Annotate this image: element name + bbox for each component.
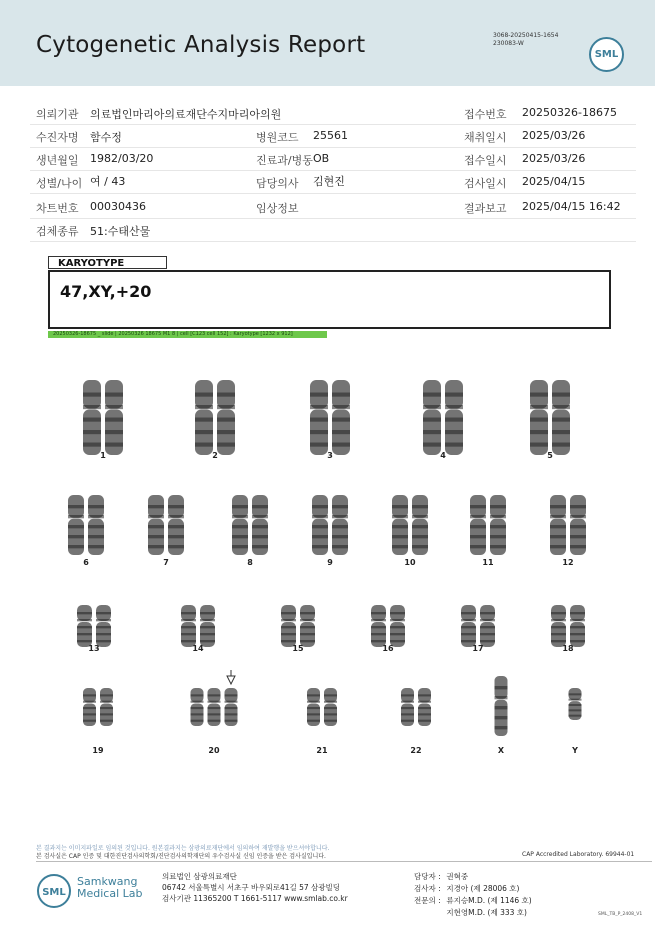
chromosome-1-copy <box>83 380 101 455</box>
document-id-line-1: 3068-20250415-1654 <box>493 32 559 39</box>
chromosome-2-copy <box>217 380 235 455</box>
receipt-date-label: 접수일시 <box>464 154 507 167</box>
chromosome-5-copy <box>530 380 548 455</box>
chromosome-9-copy <box>332 495 348 555</box>
staff-3: 류지승M.D. (제 1146 호) <box>446 896 532 905</box>
chromosome-18-copy <box>570 605 585 647</box>
chromosome-10-copy <box>392 495 408 555</box>
address-line-1: 의료법인 삼광의료재단 <box>162 872 237 881</box>
info-row-chart <box>30 195 636 219</box>
address-line-2: 06742 서울특별시 서초구 바우뫼로41길 57 삼광빌딩 <box>162 883 341 892</box>
chromosome-y <box>569 688 582 720</box>
karyogram-svg <box>48 340 611 770</box>
chromosome-17-copy <box>480 605 495 647</box>
lab-name <box>77 876 143 900</box>
chromosome-label: 7 <box>163 558 169 567</box>
chromosome-label: 3 <box>327 451 333 460</box>
chromosome-label: 1 <box>100 451 106 460</box>
chromosome-17-copy <box>461 605 476 647</box>
chromosome-label: 16 <box>382 644 394 653</box>
lab-name-line-1: Samkwang <box>77 875 138 888</box>
chromosome-5-copy <box>552 380 570 455</box>
chromosome-10-copy <box>412 495 428 555</box>
chromosome-20-copy <box>191 688 204 726</box>
birthdate-label: 생년월일 <box>36 154 79 167</box>
cap-accreditation: CAP Accredited Laboratory. 69944-01 <box>522 851 635 858</box>
clinical-info-label: 임상정보 <box>256 202 299 215</box>
document-id-line-2: 230083-W <box>493 40 524 47</box>
chromosome-label: 19 <box>92 746 104 755</box>
staff-list <box>414 871 532 919</box>
chromosome-11-copy <box>490 495 506 555</box>
chromosome-19-copy <box>100 688 113 726</box>
disclaimer-text-2: 본 검사실은 CAP 인증 및 대한진단검사의학회/진단검사의학재단의 우수검사실 신임 인증을 받은 검사실입니다. <box>36 853 326 860</box>
chromosome-label: 8 <box>247 558 253 567</box>
chromosome-label: 12 <box>562 558 574 567</box>
karyogram-caption-bar: 20250326-18675 _ slide | 20250326 18675 M1 8 | cell [C123 cell 152] : Karyotype [1232 x 912] <box>48 331 327 338</box>
chromosome-15-copy <box>300 605 315 647</box>
karyotype-result: 47,XY,+20 <box>60 282 152 301</box>
chromosome-13-copy <box>96 605 111 647</box>
collection-date-label: 채취일시 <box>464 131 507 144</box>
chromosome-9-copy <box>312 495 328 555</box>
sex-age-label: 성별/나이 <box>36 177 83 190</box>
info-row-specimen <box>30 218 636 242</box>
chromosome-12-copy <box>550 495 566 555</box>
chromosome-20-copy <box>225 688 238 726</box>
chromosome-3-copy <box>310 380 328 455</box>
chromosome-8-copy <box>232 495 248 555</box>
address-line-3: 검사기관 11365200 T 1661-5117 www.smlab.co.kr <box>162 894 348 903</box>
chromosome-4-copy <box>445 380 463 455</box>
chromosome-label: 11 <box>482 558 494 567</box>
chromosome-label: 4 <box>440 451 446 460</box>
karyotype-tab-label: KARYOTYPE <box>48 256 167 269</box>
footer-sml-logo: SML <box>37 874 71 908</box>
collection-date-value: 2025/03/26 <box>522 129 586 142</box>
chromosome-20-copy <box>208 688 221 726</box>
specimen-value: 51:수태산물 <box>90 225 151 238</box>
staff-1: 권혁중 <box>446 872 469 881</box>
sml-logo: SML <box>589 37 624 72</box>
doctor-label: 담당의사 <box>256 177 299 190</box>
staff-1-label: 담당자 : <box>414 872 441 881</box>
chromosome-3-copy <box>332 380 350 455</box>
patient-name-label: 수진자명 <box>36 131 79 144</box>
patient-name-value: 함수정 <box>90 131 122 144</box>
test-date-label: 검사일시 <box>464 177 507 190</box>
footer-divider <box>36 861 652 862</box>
hospital-code-label: 병원코드 <box>256 131 299 144</box>
chromosome-label: 5 <box>547 451 553 460</box>
chromosome-4-copy <box>423 380 441 455</box>
chromosome-label: 14 <box>192 644 204 653</box>
chromosome-11-copy <box>470 495 486 555</box>
chromosome-x <box>495 676 508 736</box>
chromosome-14-copy <box>200 605 215 647</box>
chromosome-label: 6 <box>83 558 89 567</box>
receipt-no-label: 접수번호 <box>464 108 507 121</box>
info-row-patient <box>30 124 636 148</box>
karyotype-result-box <box>48 270 611 329</box>
receipt-date-value: 2025/03/26 <box>522 152 586 165</box>
hospital-code-value: 25561 <box>313 129 348 142</box>
chromosome-22-copy <box>401 688 414 726</box>
institution-value: 의료법인마리아의료재단수지마리아의원 <box>90 108 282 121</box>
trisomy-arrow-icon <box>227 670 235 684</box>
chromosome-19-copy <box>83 688 96 726</box>
chromosome-label: 10 <box>404 558 416 567</box>
chromosome-15-copy <box>281 605 296 647</box>
info-row-sex-age <box>30 170 636 194</box>
chromosome-16-copy <box>390 605 405 647</box>
chromosome-2-copy <box>195 380 213 455</box>
department-label: 진료과/병동 <box>256 154 313 167</box>
disclaimer-text-1: 본 결과지는 이미지파일로 임의된 것입니다. 원본결과지는 삼광의료재단에서 임의하여 재발행을 받으셔야합니다. <box>36 845 330 852</box>
chromosome-6-copy <box>68 495 84 555</box>
specimen-label: 검체종류 <box>36 225 79 238</box>
chromosome-7-copy <box>168 495 184 555</box>
birthdate-value: 1982/03/20 <box>90 152 154 165</box>
sex-age-value: 여 / 43 <box>90 175 126 188</box>
chromosome-22-copy <box>418 688 431 726</box>
karyogram-image <box>48 340 611 770</box>
chromosome-21-copy <box>324 688 337 726</box>
report-date-value: 2025/04/15 16:42 <box>522 200 621 213</box>
report-date-label: 결과보고 <box>464 202 507 215</box>
chromosome-8-copy <box>252 495 268 555</box>
chromosome-label: 22 <box>410 746 422 755</box>
report-header <box>0 0 655 86</box>
lab-name-line-2: Medical Lab <box>77 887 143 900</box>
chromosome-label: 15 <box>292 644 304 653</box>
chromosome-label: 13 <box>88 644 100 653</box>
chromosome-label: 18 <box>562 644 574 653</box>
chromosome-13-copy <box>77 605 92 647</box>
institution-label: 의뢰기관 <box>36 108 79 121</box>
form-code: SML_TB_P_2408_V1 <box>598 912 643 917</box>
chromosome-21-copy <box>307 688 320 726</box>
receipt-no-value: 20250326-18675 <box>522 106 617 119</box>
chromosome-12-copy <box>570 495 586 555</box>
chromosome-6-copy <box>88 495 104 555</box>
chromosome-label: 20 <box>208 746 220 755</box>
chromosome-7-copy <box>148 495 164 555</box>
chromosome-label: X <box>497 746 505 755</box>
test-date-value: 2025/04/15 <box>522 175 586 188</box>
staff-2: 지경아 (제 28006 호) <box>446 884 520 893</box>
chromosome-label: 2 <box>212 451 218 460</box>
staff-2-label: 검사자 : <box>414 884 441 893</box>
department-value: OB <box>313 152 330 165</box>
lab-address <box>162 871 348 904</box>
staff-4: 지현영M.D. (제 333 호) <box>446 908 527 917</box>
report-title: Cytogenetic Analysis Report <box>36 32 366 58</box>
chart-no-value: 00030436 <box>90 200 146 213</box>
chromosome-label: 9 <box>327 558 333 567</box>
chromosome-label: Y <box>572 746 578 755</box>
info-row-birth <box>30 147 636 171</box>
info-row-institution <box>30 101 636 125</box>
document-id <box>493 32 558 48</box>
chromosome-16-copy <box>371 605 386 647</box>
chromosome-18-copy <box>551 605 566 647</box>
staff-3-label: 전문의 : <box>414 896 441 905</box>
chromosome-label: 17 <box>472 644 484 653</box>
chart-no-label: 차트번호 <box>36 202 79 215</box>
chromosome-14-copy <box>181 605 196 647</box>
chromosome-1-copy <box>105 380 123 455</box>
chromosome-label: 21 <box>316 746 328 755</box>
doctor-value: 김현진 <box>313 175 345 188</box>
